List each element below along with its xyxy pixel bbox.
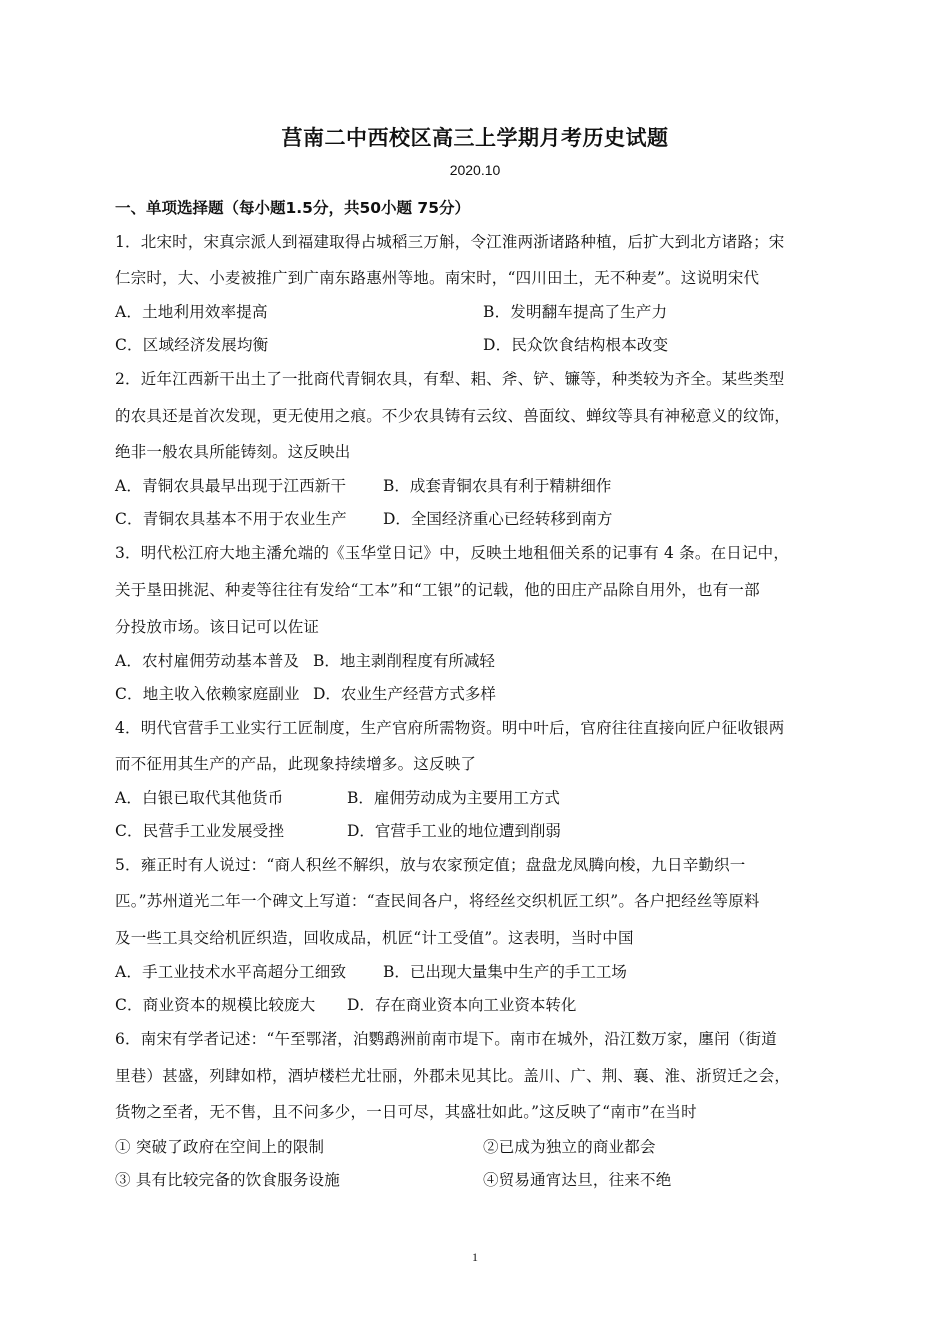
question-5-option-d: D．存在商业资本向工业资本转化 bbox=[347, 996, 577, 1014]
question-2-option-d: D．全国经济重心已经转移到南方 bbox=[383, 510, 613, 528]
question-4-option-b: B．雇佣劳动成为主要用工方式 bbox=[347, 789, 560, 807]
question-6-option-2: ②已成为独立的商业都会 bbox=[483, 1138, 656, 1156]
question-2-option-b: B．成套青铜农具有利于精耕细作 bbox=[383, 477, 612, 495]
question-1-option-c: C．区域经济发展均衡 bbox=[115, 336, 269, 354]
question-2-stem-line: 的农具还是首次发现，更无使用之痕。不少农具铸有云纹、兽面纹、蝉纹等具有神秘意义的纹饰， bbox=[115, 407, 791, 425]
question-6-stem-line: 货物之至者，无不售，且不问多少，一日可尽，其盛壮如此。”这反映了“南市”在当时 bbox=[115, 1103, 697, 1121]
question-3-option-b: B．地主剥削程度有所减轻 bbox=[313, 652, 495, 670]
question-3-option-c: C．地主收入依赖家庭副业 bbox=[115, 685, 300, 703]
exam-date: 2020.10 bbox=[449, 162, 501, 178]
question-5-option-b: B．已出现大量集中生产的手工工场 bbox=[383, 963, 627, 981]
question-6-option-1: ① 突破了政府在空间上的限制 bbox=[115, 1138, 325, 1156]
question-4-stem-line: 而不征用其生产的产品，此现象持续增多。这反映了 bbox=[115, 755, 477, 773]
question-1-stem-line: 仁宗时，大、小麦被推广到广南东路惠州等地。南宋时，“四川田土，无不种麦”。这说明宋代 bbox=[115, 269, 760, 287]
question-5-option-c: C．商业资本的规模比较庞大 bbox=[115, 996, 316, 1014]
question-4-option-c: C．民营手工业发展受挫 bbox=[115, 822, 285, 840]
question-2-stem-line: 2．近年江西新干出土了一批商代青铜农具，有犁、耜、斧、铲、镰等，种类较为齐全。某些类型 bbox=[115, 370, 785, 388]
question-1-stem-line: 1．北宋时，宋真宗派人到福建取得占城稻三万斛，令江淮两浙诸路种植，后扩大到北方诸路；宋 bbox=[115, 233, 785, 251]
question-5-stem-line: 5．雍正时有人说过：“商人积丝不解织，放与农家预定值；盘盘龙凤腾向梭，九日辛勤织一 bbox=[115, 856, 746, 874]
section-heading: 一、单项选择题（每小题1.5分，共50小题 75分） bbox=[115, 199, 470, 217]
question-2-option-a: A．青铜农具最早出现于江西新干 bbox=[115, 477, 347, 495]
question-3-stem-line: 分投放市场。该日记可以佐证 bbox=[115, 618, 320, 636]
question-3-option-d: D．农业生产经营方式多样 bbox=[313, 685, 496, 703]
question-4-stem-line: 4．明代官营手工业实行工匠制度，生产官府所需物资。明中叶后，官府往往直接向匠户征收银两 bbox=[115, 719, 785, 737]
question-3-stem-line: 关于垦田挑泥、种麦等往往有发给“工本”和“工银”的记载，他的田庄产品除自用外，也有一部 bbox=[115, 581, 760, 599]
question-5-stem-line: 及一些工具交给机匠织造，回收成品，机匠“计工受值”。这表明，当时中国 bbox=[115, 929, 634, 947]
question-3-stem-line: 3．明代松江府大地主潘允端的《玉华堂日记》中，反映土地租佃关系的记事有 4 条。在日记中， bbox=[115, 544, 790, 562]
question-4-option-d: D．官营手工业的地位遭到削弱 bbox=[347, 822, 561, 840]
question-4-option-a: A．白银已取代其他货币 bbox=[115, 789, 284, 807]
question-6-option-3: ③ 具有比较完备的饮食服务设施 bbox=[115, 1171, 340, 1189]
question-1-option-d: D．民众饮食结构根本改变 bbox=[483, 336, 669, 354]
question-2-stem-line: 绝非一般农具所能铸刻。这反映出 bbox=[115, 443, 351, 461]
question-1-option-b: B．发明翻车提高了生产力 bbox=[483, 303, 668, 321]
question-2-option-c: C．青铜农具基本不用于农业生产 bbox=[115, 510, 347, 528]
question-1-option-a: A．土地利用效率提高 bbox=[115, 303, 268, 321]
question-3-option-a: A．农村雇佣劳动基本普及 bbox=[115, 652, 300, 670]
page-title: 莒南二中西校区高三上学期月考历史试题 bbox=[281, 126, 669, 150]
question-5-option-a: A．手工业技术水平高超分工细致 bbox=[115, 963, 347, 981]
question-6-stem-line: 里巷）甚盛，列肆如栉，酒垆楼栏尤壮丽，外郡未见其比。盖川、广、荆、襄、淮、浙贸迁之会， bbox=[115, 1067, 791, 1085]
question-6-stem-line: 6．南宋有学者记述：“午至鄂渚，泊鹦鹉洲前南市堤下。南市在城外，沿江数万家，廛闬（街道 bbox=[115, 1030, 777, 1048]
question-6-option-4: ④贸易通宵达旦，往来不绝 bbox=[483, 1171, 672, 1189]
question-5-stem-line: 匹。”苏州道光二年一个碑文上写道：“查民间各户，将经丝交织机匠工织”。各户把经丝等原料 bbox=[115, 892, 760, 910]
page-number: 1 bbox=[472, 1250, 478, 1264]
